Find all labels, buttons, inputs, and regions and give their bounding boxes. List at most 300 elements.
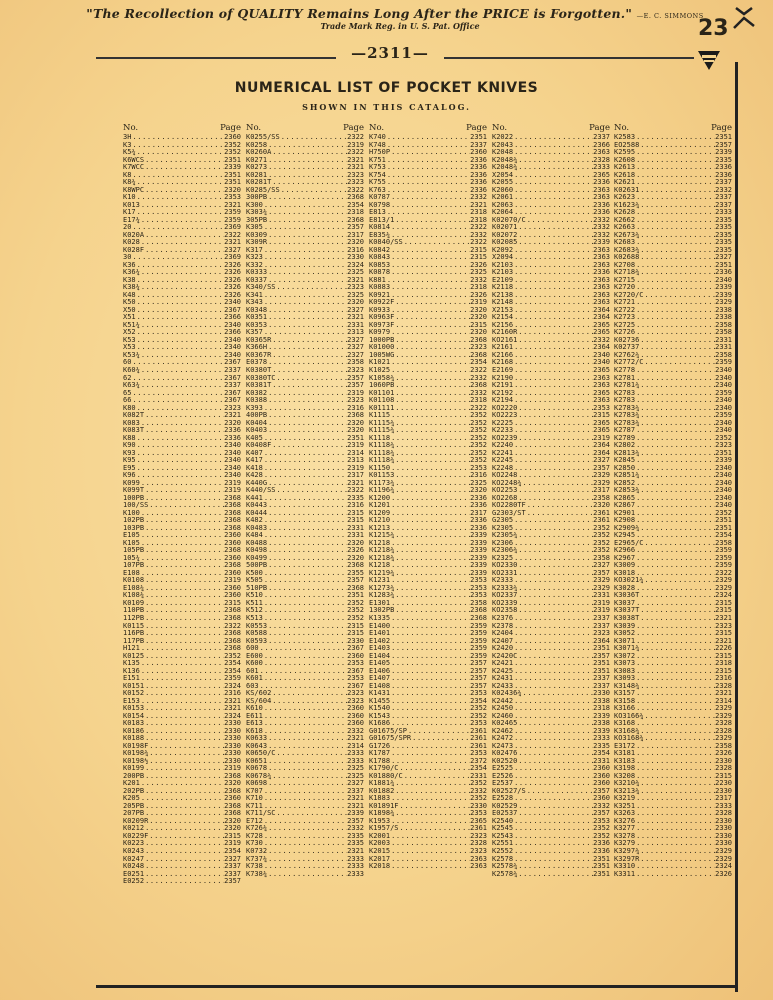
list-item: [123, 487, 241, 495]
dot-leader: [635, 390, 715, 398]
knife-number: K3277: [614, 825, 636, 833]
knife-number: K0814: [369, 224, 391, 232]
knife-number: K0380TC: [246, 374, 276, 382]
dot-leader: [390, 615, 470, 623]
dot-leader: [271, 337, 347, 345]
page-ref: 2329: [715, 847, 732, 855]
dot-leader: [267, 217, 347, 225]
column-header-page: Page: [343, 123, 364, 133]
list-item: [614, 359, 732, 367]
dot-leader: [635, 562, 715, 570]
dot-leader: [513, 683, 593, 691]
dot-leader: [144, 187, 224, 195]
list-item: [492, 457, 610, 465]
knife-number: K2233: [492, 427, 514, 435]
knife-number: K100: [123, 509, 140, 517]
dot-leader: [513, 848, 593, 856]
page-ref: 2330: [224, 742, 241, 750]
dot-leader: [271, 179, 347, 187]
dot-leader: [513, 314, 593, 322]
page-ref: 2331: [347, 524, 364, 532]
list-item: [123, 344, 241, 352]
list-item: [492, 412, 610, 420]
dot-leader: [263, 728, 347, 736]
list-item: [123, 442, 241, 450]
knife-number: K600: [246, 660, 263, 668]
list-item: [614, 172, 732, 180]
dot-leader: [390, 795, 470, 803]
knife-number: 3H: [123, 134, 132, 141]
dot-leader: [517, 337, 593, 345]
page-ref: 2328: [715, 810, 732, 818]
knife-number: K0404: [246, 419, 268, 427]
page-ref: 2357: [715, 141, 732, 149]
dot-leader: [394, 547, 470, 555]
dot-leader: [136, 194, 224, 202]
page-ref: 2359: [224, 209, 241, 217]
dot-leader: [394, 397, 470, 405]
dot-leader: [517, 164, 593, 172]
list-item: [614, 638, 732, 646]
column-header-no: No.: [123, 123, 139, 133]
dot-leader: [639, 405, 715, 413]
page-ref: 2340: [224, 442, 241, 450]
dot-leader: [513, 277, 593, 285]
knife-number: K1118¾: [369, 449, 395, 457]
list-item: [246, 269, 364, 277]
page-ref: 2340: [715, 404, 732, 412]
list-item: [492, 254, 610, 262]
dot-leader: [267, 735, 347, 743]
motto-text: "The Recollection of QUALITY Remains Long After the PRICE is Forgotten.": [86, 6, 633, 21]
knife-list-column-1: [123, 124, 241, 886]
dot-leader: [131, 172, 224, 180]
dot-leader: [517, 547, 593, 555]
page-ref: 2330: [715, 840, 732, 848]
list-item: [492, 871, 610, 879]
page-ref: 2330: [224, 757, 241, 765]
dot-leader: [144, 495, 224, 503]
knife-number: K0198¾: [123, 750, 149, 758]
list-item: [369, 750, 487, 758]
page-ref: 2329: [715, 735, 732, 743]
knife-number: E835¾: [369, 231, 391, 239]
knife-number: K3073: [614, 660, 636, 668]
page-ref: 2321: [470, 201, 487, 209]
list-item: [123, 758, 241, 766]
page-ref: 2321: [347, 314, 364, 322]
page-ref: 2368: [224, 547, 241, 555]
knife-number: K48: [123, 291, 136, 299]
list-item: [246, 307, 364, 315]
knife-number: K2191: [492, 382, 514, 390]
page-ref: 2321: [715, 690, 732, 698]
list-item: [492, 352, 610, 360]
dot-leader: [267, 585, 347, 593]
knife-number: K2621: [614, 179, 636, 187]
dot-leader: [635, 585, 715, 593]
knife-number: K2306: [492, 539, 514, 547]
knife-number: K0843: [369, 254, 391, 262]
page-ref: 2340: [715, 479, 732, 487]
dot-leader: [267, 314, 347, 322]
list-item: [369, 397, 487, 405]
list-item: [492, 164, 610, 172]
dot-leader: [517, 412, 593, 420]
list-item: [246, 840, 364, 848]
knife-number: K3083: [614, 667, 636, 675]
knife-number: K1898¾: [369, 810, 395, 818]
dot-leader: [259, 683, 347, 691]
page-ref: 2332: [470, 231, 487, 239]
list-item: [246, 465, 364, 473]
page-ref: 2357: [347, 224, 364, 232]
dot-leader: [267, 269, 347, 277]
dot-leader: [635, 765, 715, 773]
dot-leader: [390, 562, 470, 570]
dot-leader: [144, 878, 224, 886]
list-item: [492, 337, 610, 345]
list-item: [246, 532, 364, 540]
list-item: [492, 675, 610, 683]
list-item: [369, 698, 487, 706]
knife-number: K0353: [246, 321, 268, 329]
knife-number: K01882: [369, 787, 395, 795]
knife-number: 105PB: [123, 547, 145, 555]
list-item: [123, 427, 241, 435]
dot-leader: [639, 788, 715, 796]
knife-number: 62: [123, 374, 132, 382]
page-ref: 2368: [224, 607, 241, 615]
page-ref: 2351: [715, 261, 732, 269]
page-ref: 2323: [224, 404, 241, 412]
page-ref: 2351: [347, 592, 364, 600]
dot-leader: [148, 743, 224, 751]
list-item: [369, 359, 487, 367]
page-ref: 2351: [715, 524, 732, 532]
list-item: [246, 750, 364, 758]
knife-number: K2721: [614, 299, 636, 307]
page-ref: 2358: [715, 742, 732, 750]
dot-leader: [517, 758, 593, 766]
dot-leader: [267, 502, 347, 510]
page-ref: 2340: [224, 351, 241, 359]
page-ref: 2358: [593, 554, 610, 562]
dot-leader: [136, 209, 224, 217]
dot-leader: [390, 638, 470, 646]
list-item: [492, 773, 610, 781]
dot-leader: [263, 577, 347, 585]
knife-number: E2109: [492, 276, 514, 284]
list-item: [123, 810, 241, 818]
list-item: [492, 239, 610, 247]
list-item: [123, 675, 241, 683]
dot-leader: [390, 713, 470, 721]
list-item: [492, 863, 610, 871]
knife-number: K2001: [369, 832, 391, 840]
list-item: [614, 795, 732, 803]
list-item: [123, 878, 241, 886]
list-item: [123, 735, 241, 743]
page-ref: 2367: [224, 306, 241, 314]
knife-number: K1021: [369, 359, 391, 367]
page-ref: 2363: [593, 299, 610, 307]
list-item: [123, 457, 241, 465]
dot-leader: [394, 217, 470, 225]
page-ref: 2354: [470, 697, 487, 705]
page-ref: 2315: [347, 622, 364, 630]
knife-number: K417: [246, 457, 263, 465]
dot-leader: [386, 277, 470, 285]
knife-number: K484: [246, 532, 263, 540]
list-item: [614, 314, 732, 322]
dot-leader: [144, 653, 224, 661]
knife-number: K3028: [614, 584, 636, 592]
knife-number: K0380T: [246, 366, 272, 374]
knife-number: K0115: [123, 622, 145, 630]
page-ref: 2340: [715, 494, 732, 502]
dot-leader: [140, 269, 224, 277]
list-item: [614, 502, 732, 510]
page-ref: 2340: [715, 487, 732, 495]
knife-list-column-4: [492, 124, 610, 878]
list-item: [369, 540, 487, 548]
dot-leader: [513, 202, 593, 210]
dot-leader: [390, 247, 470, 255]
page-ref: 2337: [224, 382, 241, 390]
knife-number: K2783¾: [614, 412, 640, 420]
page-ref: 2322: [715, 569, 732, 577]
knife-number: K763: [369, 186, 386, 194]
knife-number: K2473: [492, 742, 514, 750]
page-ref: 2328: [715, 682, 732, 690]
page-ref: 2332: [593, 802, 610, 810]
dot-leader: [267, 157, 347, 165]
list-item: [246, 668, 364, 676]
page-ref: 2313: [347, 457, 364, 465]
page-ref: 2366: [224, 329, 241, 337]
list-item: [369, 600, 487, 608]
list-item: [369, 856, 487, 864]
page-ref: 2330: [224, 720, 241, 728]
dot-leader: [144, 848, 224, 856]
knife-number: K2442: [492, 697, 514, 705]
knife-number: K2325: [492, 554, 514, 562]
knife-number: K0883: [369, 284, 391, 292]
list-item: [614, 525, 732, 533]
knife-number: E105: [123, 532, 140, 540]
dot-leader: [263, 450, 347, 458]
list-item: [614, 765, 732, 773]
knife-number: K3148¾: [614, 682, 640, 690]
page-ref: 2337: [593, 675, 610, 683]
column-header-page: Page: [220, 123, 241, 133]
page-ref: 2315: [347, 517, 364, 525]
page-ref: 2352: [470, 412, 487, 420]
page-ref: 2354: [470, 359, 487, 367]
corner-number: 23: [698, 16, 729, 41]
knife-number: K753: [369, 164, 386, 172]
column-header: [123, 124, 241, 133]
dot-leader: [390, 668, 470, 676]
list-item: [369, 638, 487, 646]
dot-leader: [517, 750, 593, 758]
knife-number: K0367R: [246, 351, 272, 359]
knife-number: K2168: [492, 359, 514, 367]
dot-leader: [635, 435, 715, 443]
page-ref: 2329: [593, 584, 610, 592]
dot-leader: [635, 532, 715, 540]
knife-number: K01101: [369, 389, 395, 397]
knife-number: K405: [246, 434, 263, 442]
dot-leader: [639, 202, 715, 210]
knife-number: K8¾: [123, 179, 136, 187]
page-ref: 2330: [347, 637, 364, 645]
page-ref: 2325: [347, 765, 364, 773]
list-item: [369, 427, 487, 435]
page-ref: 2321: [224, 201, 241, 209]
page-ref: 2340: [715, 464, 732, 472]
list-item: [492, 322, 610, 330]
list-item: [369, 442, 487, 450]
page-ref: 2361: [593, 517, 610, 525]
knife-number: KO2161: [492, 336, 518, 344]
list-item: [369, 735, 487, 743]
knife-number: 102PB: [123, 517, 145, 525]
dot-leader: [263, 803, 347, 811]
knife-number: E1401: [369, 630, 391, 638]
list-item: [123, 871, 241, 879]
page-ref: 2330: [224, 727, 241, 735]
knife-number: K108¾: [123, 592, 145, 600]
list-item: [492, 818, 610, 826]
list-item: [123, 840, 241, 848]
knife-number: 1302PB: [369, 607, 395, 615]
knife-number: K02465: [492, 720, 518, 728]
page-ref: 2320: [347, 419, 364, 427]
knife-number: K0593: [246, 637, 268, 645]
dot-leader: [394, 532, 470, 540]
list-item: [492, 577, 610, 585]
list-item: [123, 750, 241, 758]
page-ref: 2338: [715, 314, 732, 322]
dot-leader: [267, 547, 347, 555]
knife-number: K2306¾: [492, 547, 518, 555]
page-ref: 2361: [593, 509, 610, 517]
list-item: [123, 329, 241, 337]
page-ref: 2320: [224, 780, 241, 788]
column-header-page: Page: [711, 123, 732, 133]
page-ref: 2352: [593, 547, 610, 555]
list-item: [123, 570, 241, 578]
knife-number: K0798: [369, 201, 391, 209]
list-item: [614, 517, 732, 525]
knife-number: K02527/S: [492, 787, 526, 795]
list-item: [614, 134, 732, 142]
page-ref: 2363: [593, 261, 610, 269]
page-ref: 2352: [470, 419, 487, 427]
knife-number: E0252: [123, 878, 145, 886]
list-item: [246, 262, 364, 270]
list-item: [492, 825, 610, 833]
list-item: [246, 555, 364, 563]
page-ref: 2336: [593, 209, 610, 217]
page-ref: 2364: [593, 442, 610, 450]
page-ref: 2332: [347, 727, 364, 735]
page-ref: 2351: [593, 855, 610, 863]
knife-number: K135: [123, 660, 140, 668]
page-ref: 2326: [347, 547, 364, 555]
dot-leader: [144, 705, 224, 713]
page-ref: 2331: [347, 321, 364, 329]
page-ref: 2322: [224, 622, 241, 630]
list-item: [492, 367, 610, 375]
knife-number: K323: [246, 254, 263, 262]
page-ref: 2351: [347, 434, 364, 442]
knife-number: K2433: [492, 682, 514, 690]
dot-leader: [635, 277, 715, 285]
knife-number: K317: [246, 246, 263, 254]
list-item: [123, 254, 241, 262]
knife-number: 305PB: [246, 216, 268, 224]
knife-number: K441: [246, 494, 263, 502]
list-item: [492, 134, 610, 142]
knife-number: 601: [246, 667, 259, 675]
knife-number: K2061: [492, 194, 514, 202]
list-item: [246, 397, 364, 405]
list-item: [614, 179, 732, 187]
knife-number: K0403: [246, 427, 268, 435]
page-ref: 2320: [347, 539, 364, 547]
knife-number: K3018: [614, 569, 636, 577]
column-header-no: No.: [246, 123, 262, 133]
knife-number: K482: [246, 517, 263, 525]
knife-number: K512: [246, 607, 263, 615]
page-ref: 2335: [347, 840, 364, 848]
knife-number: K2048: [492, 149, 514, 157]
list-item: [614, 592, 732, 600]
page-ref: 2359: [470, 622, 487, 630]
knife-number: K01111: [369, 404, 395, 412]
page-ref: 2315: [347, 509, 364, 517]
dot-leader: [386, 179, 470, 187]
knife-number: K730: [246, 840, 263, 848]
dot-leader: [263, 532, 347, 540]
list-item: [492, 607, 610, 615]
knife-number: K02520: [492, 757, 518, 765]
list-item: [614, 292, 732, 300]
knife-number: K2715: [614, 276, 636, 284]
knife-number: K2772/C: [614, 359, 644, 367]
dot-leader: [140, 217, 224, 225]
page-ref: 2338: [715, 306, 732, 314]
dot-leader: [390, 600, 470, 608]
dot-leader: [635, 743, 715, 751]
knife-number: K2060: [492, 186, 514, 194]
knife-number: K3183: [614, 757, 636, 765]
page-ref: 2351: [715, 449, 732, 457]
list-item: [123, 382, 241, 390]
knife-number: 103PB: [123, 524, 145, 532]
list-item: [246, 442, 364, 450]
list-item: [246, 825, 364, 833]
page-ref: 2315: [470, 246, 487, 254]
list-item: [123, 645, 241, 653]
page-ref: 2332: [593, 224, 610, 232]
knife-number: K2241: [492, 449, 514, 457]
page-ref: 2325: [347, 269, 364, 277]
list-item: [369, 743, 487, 751]
